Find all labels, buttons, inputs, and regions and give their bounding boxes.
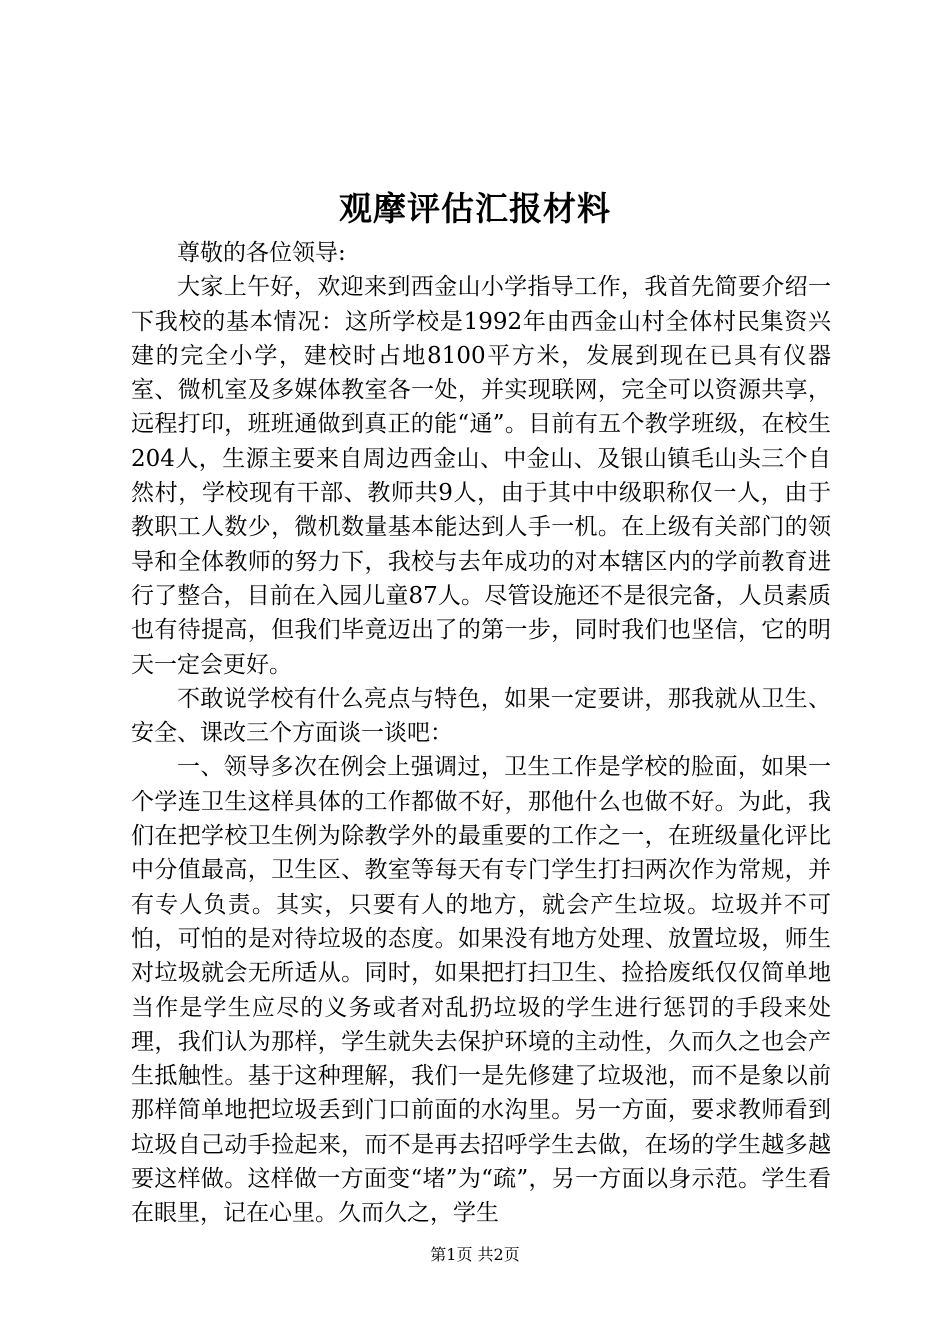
intro-paragraph: 大家上午好，欢迎来到西金山小学指导工作，我首先简要介绍一下我校的基本情况：这所学校是1992年由西金山村全体村民集资兴建的完全小学，建校时占地8100平方米，发展到现在已具有仪器室、微机室及多媒体教室各一处，并实现联网，完全可以资源共享，远程打印，班班通做到真正的能“通”。目前有五个教学班级，在校生204人，生源主要来自周边西金山、中金山、及银山镇毛山头三个自然村，学校现有干部、教师共9人，由于其中中级职称仅一人，由于教职工人数少，微机数量基本能达到人手一机。在上级有关部门的领导和全体教师的努力下，我校与去年成功的对本辖区内的学前教育进行了整合，目前在入园儿童87人。尽管设施还不是很完备，人员素质也有待提高，但我们毕竟迈出了的第一步，同时我们也坚信，它的明天一定会更好。 [131,274,831,678]
salutation-paragraph: 尊敬的各位领导: [177,240,346,266]
hygiene-paragraph: 一、领导多次在例会上强调过，卫生工作是学校的脸面，如果一个学连卫生这样具体的工作都做不好，那他什么也做不好。为此，我们在把学校卫生例为除教学外的最重要的工作之一，在班级量化评比中分值最高，卫生区、教室等每天有专门学生打扫两次作为常规，并有专人负责。其实，只要有人的地方，就会产生垃圾。垃圾并不可怕，可怕的是对待垃圾的态度。如果没有地方处理、放置垃圾，师生对垃圾就会无所适从。同时，如果把打扫卫生、捡拾废纸仅仅简单地当作是学生应尽的义务或者对乱扔垃圾的学生进行惩罚的手段来处理，我们认为那样，学生就失去保护环境的主动性，久而久之也会产生抵触性。基于这种理解，我们一是先修建了垃圾池，而不是象以前那样简单地把垃圾丢到门口前面的水沟里。另一方面，要求教师看到垃圾自己动手捡起来，而不是再去招呼学生去做，在场的学生越多越要这样做。这样做一方面变“堵”为“疏”，另一方面以身示范。学生看在眼里，记在心里。久而久之，学生 [131,754,831,1227]
page-footer: 第1页 共2页 [430,1245,520,1264]
document-body [131,236,831,1231]
topics-paragraph: 不敢说学校有什么亮点与特色，如果一定要讲，那我就从卫生、安全、课改三个方面谈一谈吧： [131,685,831,747]
document-title: 观摩评估汇报材料 [339,189,611,228]
